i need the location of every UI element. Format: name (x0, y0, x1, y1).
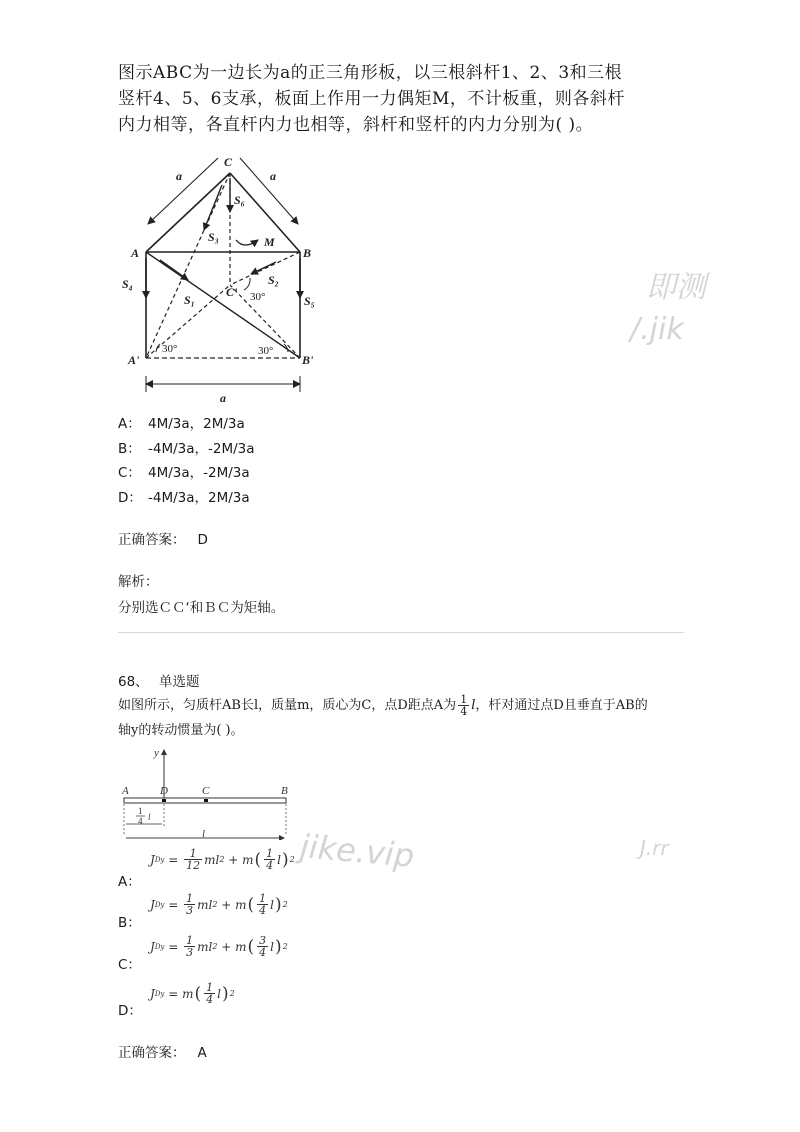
question-2-line-2: 轴y的转动惯量为( )。 (118, 723, 244, 738)
label-s5: S₅ (304, 294, 315, 308)
answer-2-value: A (197, 1045, 207, 1061)
answer-1-label: 正确答案： (118, 532, 186, 548)
label-b: B (303, 246, 312, 260)
question-2-figure (118, 744, 298, 840)
option-c[interactable]: C： 4M/3a，-2M/3a (118, 465, 250, 481)
question-1-line-1: 图示ABC为一边长为a的正三角形板，以三根斜杆1、2、3和三根 (118, 63, 623, 83)
question-1-text (118, 60, 658, 138)
label-s6: S₆ (234, 193, 245, 207)
divider (118, 632, 684, 633)
answer-2-label: 正确答案： (118, 1045, 186, 1061)
answer-2 (118, 1041, 207, 1061)
option-d-text: -4M/3a，2M/3a (148, 490, 250, 506)
label-frac-l: l (148, 812, 151, 822)
label-a-prime: A' (128, 353, 140, 367)
label-a-left: a (176, 169, 182, 183)
question-1-line-3: 内力相等，各直杆内力也相等，斜杆和竖杆的内力分别为( )。 (118, 115, 594, 135)
label-c: C (224, 155, 233, 169)
option-b-2-formula: J Dy = $\frac{1}{3}$ ml 2 + m ( $\frac{1}{4}$ l ) 2 (150, 892, 288, 917)
watermark-1: 即测 (646, 270, 706, 305)
label-a-bottom: a (220, 391, 226, 405)
analysis-title: 解析： (118, 574, 159, 590)
label-y: y (154, 747, 159, 759)
question-2-number: 68、 (118, 674, 149, 690)
label-angle-2: 30° (258, 345, 274, 357)
label-c: C (202, 785, 210, 797)
option-d-2[interactable]: D： (118, 1003, 142, 1019)
option-a[interactable]: A： 4M/3a，2M/3a (118, 416, 245, 432)
answer-1 (118, 528, 208, 548)
label-frac-den: 4 (138, 816, 143, 826)
option-c-2-formula: J Dy = $\frac{1}{3}$ ml 2 + m ( $\frac{3}{4}$ l ) 2 (150, 934, 288, 959)
label-s1: S₁ (184, 293, 195, 307)
option-c-2[interactable]: C： (118, 957, 141, 973)
option-b[interactable]: B： -4M/3a，-2M/3a (118, 441, 255, 457)
question-1-figure (118, 140, 318, 408)
label-angle-1: 30° (162, 343, 178, 355)
label-a: A (122, 785, 129, 797)
label-s3: S₃ (208, 230, 219, 244)
question-1-line-2: 竖杆4、5、6支承，板面上作用一力偶矩M，不计板重，则各斜杆 (118, 89, 625, 109)
label-a: A (131, 246, 140, 260)
analysis-text: 分别选ＣＣ‘和ＢＣ为矩轴。 (118, 600, 285, 616)
option-a-2[interactable]: A： (118, 874, 141, 890)
label-s2: S₂ (268, 273, 279, 287)
label-c-prime: C' (226, 285, 238, 299)
label-m: M (264, 235, 275, 249)
option-a-text: 4M/3a，2M/3a (148, 416, 245, 432)
option-b-text: -4M/3a，-2M/3a (148, 441, 255, 457)
watermark-4: J.rr (640, 836, 669, 860)
question-2-header (118, 670, 199, 690)
option-d[interactable]: D： -4M/3a，2M/3a (118, 490, 250, 506)
label-a-right: a (270, 169, 276, 183)
label-b-prime: B' (302, 353, 314, 367)
question-2-text (118, 693, 698, 743)
answer-1-value: D (197, 532, 208, 548)
option-d-2-formula: J Dy = m ( $\frac{1}{4}$ l ) 2 (150, 981, 235, 1006)
label-angle-3: 30° (250, 291, 266, 303)
option-a-2-formula: J Dy = $\frac{1}{12}$ ml 2 + m ( $\frac{1}{4}$ l ) 2 (150, 847, 295, 872)
option-b-2[interactable]: B： (118, 915, 141, 931)
question-2-line-1: 如图所示，匀质杆AB长l，质量m，质心为C，点D距点A为 $\frac{1}{4}$ l，杆对通过点D且垂直于AB的 (118, 693, 648, 718)
label-frac-num: 1 (138, 806, 143, 816)
option-c-text: 4M/3a，-2M/3a (148, 465, 250, 481)
question-2-type: 单选题 (158, 674, 200, 690)
rod-3-dashed (146, 173, 230, 358)
watermark-3: jike.vip (298, 827, 416, 875)
label-d: D (160, 785, 168, 797)
label-s4: S₄ (122, 277, 133, 291)
label-b: B (281, 785, 288, 797)
label-l-total: l (202, 828, 206, 840)
rod-2-dashed (230, 252, 300, 285)
watermark-2: /.jik (630, 312, 684, 347)
